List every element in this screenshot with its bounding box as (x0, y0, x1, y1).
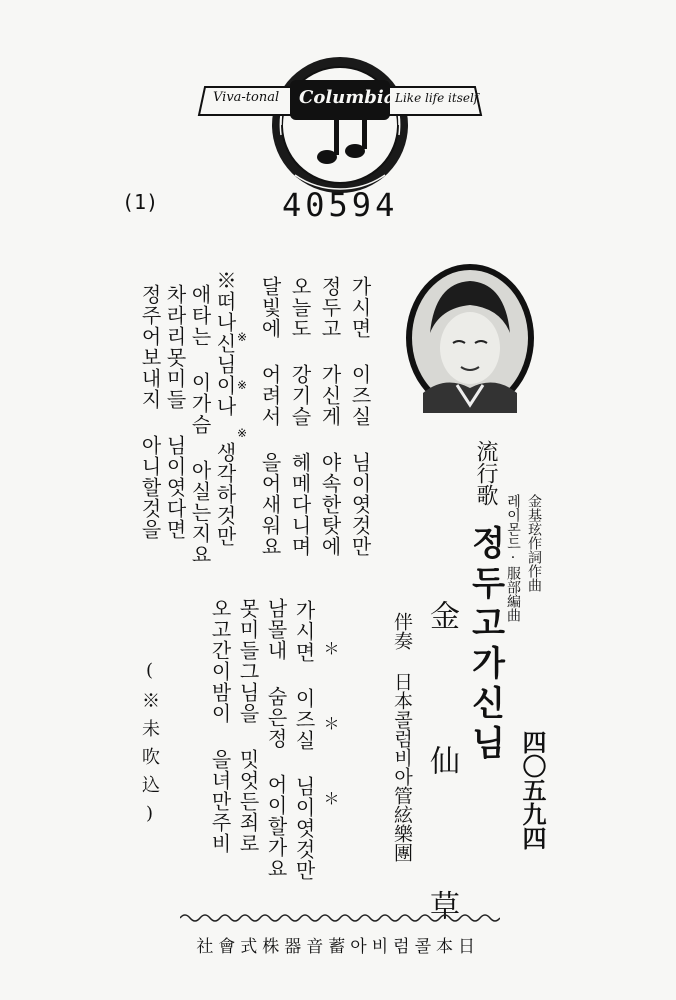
logo-brand: Columbia (299, 87, 396, 108)
singer-portrait (405, 263, 535, 413)
lyric-line: 못미들그님을 밋엇든죄로 (236, 598, 260, 854)
lyric-line: 가시면 이즈실 님이엿것만 (292, 600, 316, 881)
lyric-line: 달빛에 어려서 을어새워요 (258, 276, 282, 557)
song-title: 정두고가신님 (465, 525, 505, 765)
lyrics-verse2-block (208, 598, 318, 881)
lyric-line: 정주어보내지 아니할것을 (138, 284, 162, 540)
lyric-line: 오고간이밤이 을녀만주비 (208, 598, 232, 854)
lyric-line: 가시면 이즈실 님이엿것만 (348, 276, 372, 557)
singer-name: 金 仙 草 (424, 600, 459, 960)
lyric-line: ※떠나신님이나 생각하것만 (213, 270, 237, 547)
lyric-line: 오늘도 강기슬 헤메다니며 (288, 276, 312, 557)
lyrics-left-block (135, 270, 240, 565)
record-number-kanji: 四〇五九四 (518, 730, 547, 850)
lyric-line: 정두고 가신게 야속한탓에 (318, 276, 342, 557)
credit-lyricist: 金基玹作詞作曲 (526, 494, 542, 592)
genre-label: 流行歌 (473, 440, 498, 506)
lyric-line: 남몰내 숨은정 어이할가요 (264, 598, 288, 879)
lyrics-right-block (254, 276, 374, 557)
lyric-line: 애타는 이가슴 아실는지요 (188, 284, 212, 565)
bottom-divider (180, 912, 500, 924)
verse2-stars: ＊ ＊ ＊ (321, 640, 340, 826)
logo-motto-right: Like life itself (395, 91, 479, 105)
accompaniment: 伴奏 日本콜럼비아管絃樂團 (391, 612, 413, 862)
lyric-line: 차라리못미들 님이엿다면 (163, 284, 187, 540)
portrait-image (405, 263, 535, 413)
side-number: (1) (122, 190, 159, 214)
record-number: 40594 (282, 186, 399, 224)
recording-note: (※未吹込) (139, 660, 160, 834)
logo-motto-left: Viva-tonal (213, 90, 280, 105)
credit-arranger: 레이몬드·服部編曲 (505, 494, 521, 622)
logo-emblem (195, 25, 485, 205)
company-name: 日本콜럼비아蓄音器株式會社 (196, 937, 480, 957)
columbia-logo (195, 25, 485, 205)
star-separator: ※ ※ ※ (235, 330, 249, 450)
